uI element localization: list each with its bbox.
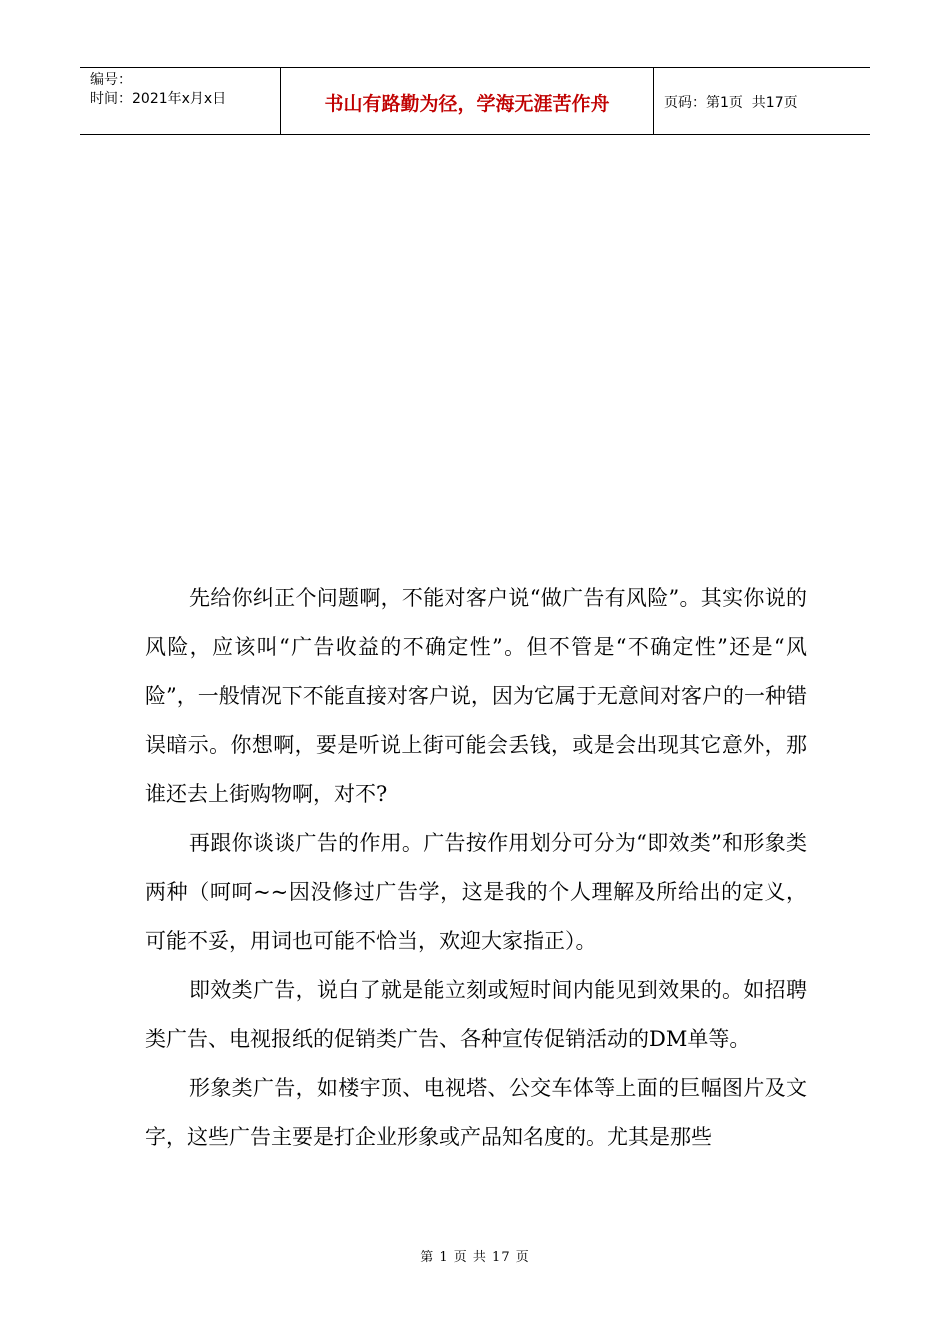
- page-header: [80, 67, 870, 135]
- paragraph-1: 先给你纠正个问题啊，不能对客户说“做广告有风险”。其实你说的风险，应该叫“广告收益的不确定性”。但不管是“不确定性”还是“风险”，一般情况下不能直接对客户说，因为它属于无意间对客户的一种错误暗示。你想啊，要是听说上街可能会丢钱，或是会出现其它意外，那谁还去上街购物啊，对不?: [145, 586, 807, 806]
- paragraph-2: 再跟你谈谈广告的作用。广告按作用划分可分为“即效类”和形象类两种（呵呵~~因没修过广告学，这是我的个人理解及所给出的定义，可能不妥，用词也可能不恰当，欢迎大家指正）。: [145, 831, 807, 953]
- body-text: [145, 574, 807, 1162]
- paragraph-4: 形象类广告，如楼宇顶、电视塔、公交车体等上面的巨幅图片及文字，这些广告主要是打企业形象或产品知名度的。尤其是那些: [145, 1076, 807, 1149]
- paragraph-3: 即效类广告，说白了就是能立刻或短时间内能见到效果的。如招聘类广告、电视报纸的促销类广告、各种宣传促销活动的DM单等。: [145, 978, 807, 1051]
- serial-number-label: 编号：: [90, 72, 132, 88]
- header-info-cell: [80, 68, 281, 134]
- header-page-cell: [654, 68, 870, 134]
- header-motto: 书山有路勤为径，学海无涯苦作舟: [281, 68, 654, 134]
- header-page-label: 页码：第1页 共17页: [664, 95, 798, 111]
- page-footer: 第 1 页 共 17 页: [420, 1250, 530, 1265]
- time-label: 时间：2021年x月x日: [90, 91, 227, 107]
